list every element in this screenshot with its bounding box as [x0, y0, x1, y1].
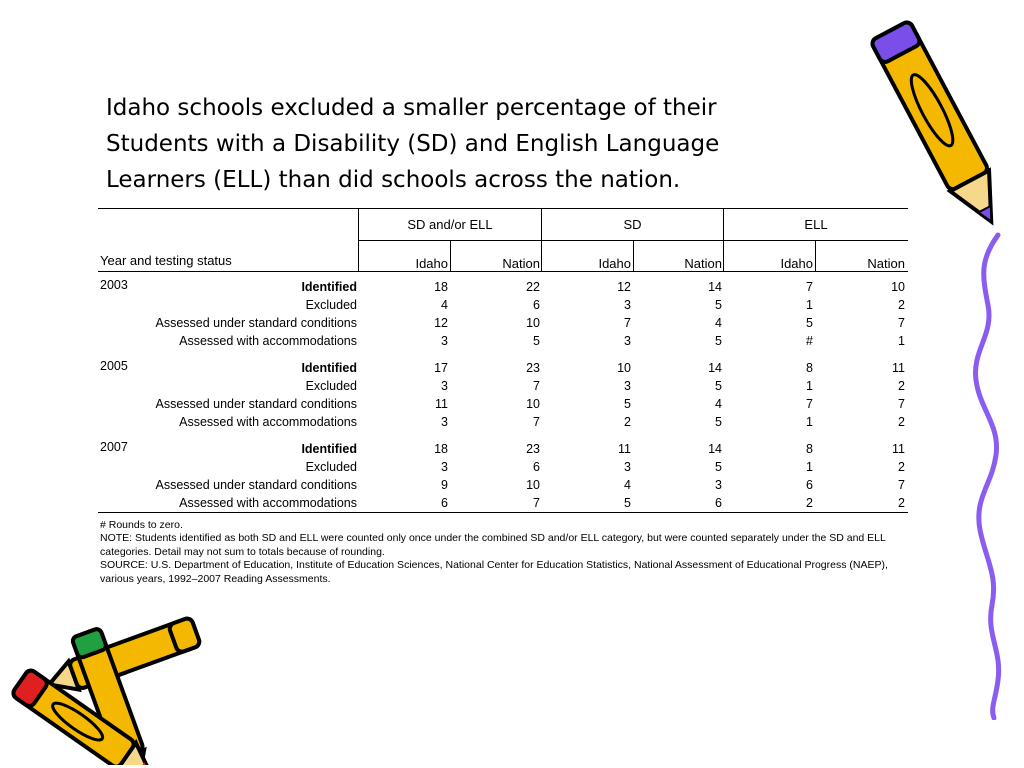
table-cell: 6	[806, 478, 813, 492]
table-cell: 8	[806, 442, 813, 456]
table-divider	[815, 240, 816, 272]
row-label: Excluded	[305, 298, 357, 312]
table-cell: 18	[434, 442, 448, 456]
squiggle-border-icon	[968, 230, 1008, 720]
table-cell: 4	[624, 478, 631, 492]
table-cell: 5	[624, 397, 631, 411]
table-cell: 9	[441, 478, 448, 492]
row-label: Identified	[301, 280, 357, 294]
table-cell: 5	[715, 379, 722, 393]
table-cell: 17	[434, 361, 448, 375]
table-cell: 2	[898, 298, 905, 312]
note-methodology: NOTE: Students identified as both SD and ELL were counted only once under the combined SD and/or ELL category, but were counted separately under the SD and ELL categories. Detail may not sum to totals because of rounding.	[100, 532, 886, 558]
stub-header: Year and testing status	[100, 253, 232, 268]
row-label: Excluded	[305, 379, 357, 393]
table-cell: 5	[715, 334, 722, 348]
table-cell: 7	[533, 379, 540, 393]
column-header: Idaho	[415, 256, 448, 271]
table-cell: 2	[624, 415, 631, 429]
column-header: Nation	[502, 256, 540, 271]
table-cell: 1	[806, 298, 813, 312]
row-label: Excluded	[305, 460, 357, 474]
table-cell: 5	[806, 316, 813, 330]
table-cell: 23	[526, 361, 540, 375]
data-table	[98, 208, 908, 513]
table-cell: 1	[806, 460, 813, 474]
table-cell: 2	[898, 379, 905, 393]
table-cell: 7	[806, 280, 813, 294]
table-cell: 2	[898, 496, 905, 510]
slide-title	[106, 90, 846, 198]
table-cell: 6	[441, 496, 448, 510]
table-cell: 14	[708, 280, 722, 294]
table-notes	[100, 519, 910, 586]
table-cell: 2	[806, 496, 813, 510]
table-cell: 3	[624, 298, 631, 312]
table-cell: 5	[624, 496, 631, 510]
table-cell: 6	[533, 298, 540, 312]
table-cell: 1	[806, 379, 813, 393]
table-cell: 5	[533, 334, 540, 348]
year-label: 2003	[100, 278, 128, 292]
column-header: Nation	[867, 256, 905, 271]
row-label: Assessed under standard conditions	[155, 316, 357, 330]
column-header: Nation	[684, 256, 722, 271]
table-cell: 4	[715, 397, 722, 411]
table-cell: 4	[441, 298, 448, 312]
column-header: Idaho	[598, 256, 631, 271]
table-cell: 7	[533, 415, 540, 429]
row-label: Assessed with accommodations	[179, 334, 357, 348]
table-rule-top	[98, 208, 908, 209]
slide-title-line: Idaho schools excluded a smaller percentage of their	[106, 95, 717, 121]
table-cell: 3	[441, 415, 448, 429]
table-cell: 7	[898, 478, 905, 492]
table-cell: 12	[434, 316, 448, 330]
table-cell: 11	[892, 442, 905, 456]
table-cell: 10	[526, 478, 540, 492]
slide-title-line: Students with a Disability (SD) and English Language	[106, 131, 720, 157]
table-cell: 14	[708, 442, 722, 456]
note-source: SOURCE: U.S. Department of Education, Institute of Education Sciences, National Center for Education Statistics, National Assessment of Educational Progress (NAEP), various years, 1992–2007 Reading Assessments.	[100, 559, 888, 585]
note-rounding: # Rounds to zero.	[100, 519, 183, 531]
table-divider	[633, 240, 634, 272]
row-label: Assessed under standard conditions	[155, 478, 357, 492]
table-cell: 1	[806, 415, 813, 429]
table-cell: 2	[898, 460, 905, 474]
table-cell: 5	[715, 298, 722, 312]
table-cell: 11	[435, 397, 448, 411]
table-cell: 18	[434, 280, 448, 294]
table-cell: 3	[624, 460, 631, 474]
row-label: Assessed with accommodations	[179, 415, 357, 429]
table-cell: 4	[715, 316, 722, 330]
table-cell: 10	[526, 397, 540, 411]
row-label: Identified	[301, 442, 357, 456]
table-cell: 22	[526, 280, 540, 294]
table-cell: 10	[617, 361, 631, 375]
table-cell: 10	[891, 280, 905, 294]
group-header: SD	[623, 217, 642, 232]
table-cell: 3	[715, 478, 722, 492]
group-header: ELL	[804, 217, 828, 232]
table-divider	[450, 240, 451, 272]
year-label: 2005	[100, 359, 128, 373]
table-cell: 3	[624, 334, 631, 348]
table-cell: 10	[526, 316, 540, 330]
row-label: Assessed under standard conditions	[155, 397, 357, 411]
column-header: Idaho	[780, 256, 813, 271]
table-cell: 2	[898, 415, 905, 429]
table-cell: 11	[618, 442, 631, 456]
pencil-clipart-icon	[860, 0, 1010, 245]
table-cell: 3	[624, 379, 631, 393]
table-cell: 12	[617, 280, 631, 294]
table-cell: 7	[806, 397, 813, 411]
table-cell: #	[806, 334, 813, 348]
table-cell: 6	[715, 496, 722, 510]
table-cell: 7	[533, 496, 540, 510]
table-cell: 6	[533, 460, 540, 474]
table-cell: 11	[892, 361, 905, 375]
table-cell: 5	[715, 415, 722, 429]
table-cell: 3	[441, 460, 448, 474]
group-header: SD and/or ELL	[407, 217, 493, 232]
pencils-clipart-icon	[0, 615, 215, 765]
table-cell: 14	[708, 361, 722, 375]
row-label: Identified	[301, 361, 357, 375]
table-rule-column-header	[98, 271, 908, 272]
table-cell: 23	[526, 442, 540, 456]
row-label: Assessed with accommodations	[179, 496, 357, 510]
table-cell: 7	[898, 316, 905, 330]
table-cell: 3	[441, 379, 448, 393]
table-cell: 3	[441, 334, 448, 348]
table-cell: 8	[806, 361, 813, 375]
year-label: 2007	[100, 440, 128, 454]
table-cell: 7	[624, 316, 631, 330]
table-cell: 5	[715, 460, 722, 474]
table-cell: 7	[898, 397, 905, 411]
slide-title-line: Learners (ELL) than did schools across the nation.	[106, 167, 681, 193]
table-rule-bottom	[98, 512, 908, 513]
table-cell: 1	[898, 334, 905, 348]
